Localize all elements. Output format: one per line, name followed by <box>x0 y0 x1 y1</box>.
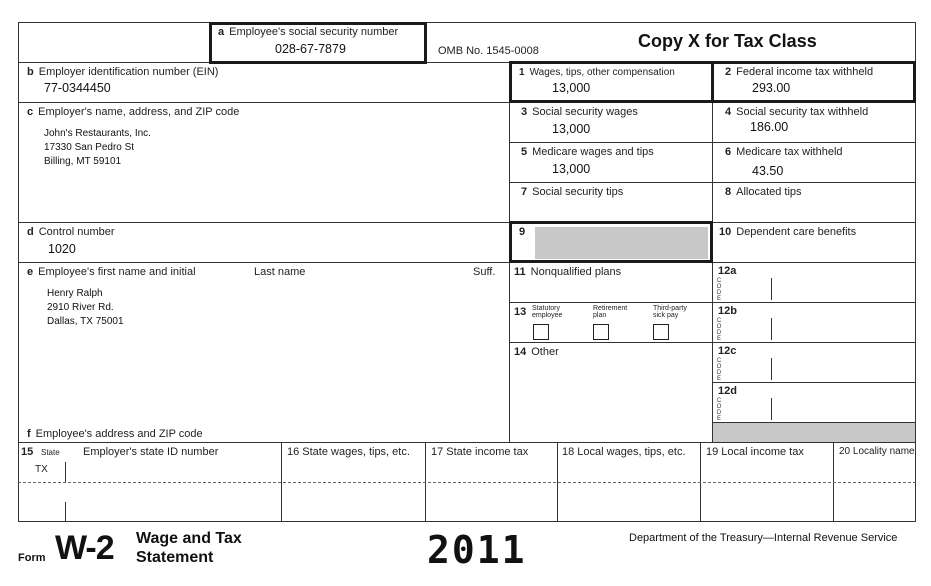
box8-label: 8 Allocated tips <box>725 186 802 198</box>
box12a-label: 12a <box>718 265 737 277</box>
form-title-line1: Wage and Tax <box>136 530 242 547</box>
employer-street: 17330 San Pedro St <box>44 142 135 153</box>
box14-label: 14 Other <box>514 346 559 358</box>
box12-shading <box>713 423 915 442</box>
box1-value: 13,000 <box>552 81 591 95</box>
box15-number: 15 <box>21 446 34 458</box>
employee-last-name-label: Last name <box>254 266 306 278</box>
tax-year: 2011 <box>427 528 527 572</box>
ssn-label: a Employee's social security number <box>218 26 399 38</box>
employer-name-label: c Employer's name, address, and ZIP code <box>27 106 240 118</box>
box16-label: 16 State wages, tips, etc. <box>287 446 410 458</box>
form-border-top <box>18 22 916 23</box>
box1-label: 1 Wages, tips, other compensation <box>519 67 675 78</box>
retirement-plan-checkbox[interactable] <box>593 324 609 340</box>
box6-label: 6 Medicare tax withheld <box>725 146 843 158</box>
employer-city: Billing, MT 59101 <box>44 156 122 167</box>
box11-label: 11 Nonqualified plans <box>514 266 622 278</box>
box2-value: 293.00 <box>752 81 791 95</box>
form-title-line2: Statement <box>136 549 214 566</box>
department-line: Department of the Treasury—Internal Revenue Service <box>629 532 898 544</box>
box13-label: 13 <box>514 306 527 318</box>
box3-label: 3 Social security wages <box>521 106 638 118</box>
box18-label: 18 Local wages, tips, etc. <box>562 446 686 458</box>
box12b-code-label: C O D E <box>716 318 722 342</box>
employee-address-label: f Employee's address and ZIP code <box>27 428 203 440</box>
box12c-code-label: C O D E <box>716 358 722 382</box>
box10-label: 10 Dependent care benefits <box>719 226 857 238</box>
box3-value: 13,000 <box>552 122 591 136</box>
box15-state-label: State <box>41 448 60 457</box>
form-word: Form <box>18 552 46 564</box>
ein-value: 77-0344450 <box>44 81 111 95</box>
employee-first-name-label: e Employee's first name and initial <box>27 266 196 278</box>
statutory-employee-checkbox[interactable] <box>533 324 549 340</box>
box12d-code-label: C O D E <box>716 398 722 422</box>
copy-designation: Copy X for Tax Class <box>638 31 817 51</box>
employee-street: 2910 River Rd. <box>47 302 114 313</box>
box6-value: 43.50 <box>752 164 784 178</box>
box5-label: 5 Medicare wages and tips <box>521 146 654 158</box>
form-border-left <box>18 22 19 522</box>
form-border-bottom <box>18 521 916 522</box>
third-party-sick-pay-label: Third-party sick pay <box>653 305 687 319</box>
box4-label: 4 Social security tax withheld <box>725 106 869 118</box>
omb-number: OMB No. 1545-0008 <box>438 45 539 57</box>
state-value: TX <box>35 464 48 475</box>
box5-value: 13,000 <box>552 162 591 176</box>
statutory-employee-label: Statutory employee <box>532 305 563 319</box>
employee-name: Henry Ralph <box>47 288 103 299</box>
employee-city: Dallas, TX 75001 <box>47 316 124 327</box>
box12a-code-label: C O D E <box>716 278 722 302</box>
ssn-value: 028-67-7879 <box>275 42 346 56</box>
box15-id-label: Employer's state ID number <box>83 446 219 458</box>
control-label: d Control number <box>27 226 115 238</box>
box9-label: 9 <box>519 226 526 238</box>
box19-label: 19 Local income tax <box>706 446 804 458</box>
employee-suffix-label: Suff. <box>473 266 496 278</box>
box7-label: 7 Social security tips <box>521 186 624 198</box>
box20-label: 20 Locality name <box>839 446 915 457</box>
box12b-label: 12b <box>718 305 737 317</box>
box12c-label: 12c <box>718 345 737 357</box>
form-code: W-2 <box>55 529 114 567</box>
control-value: 1020 <box>48 242 76 256</box>
retirement-plan-label: Retirement plan <box>593 305 628 319</box>
box2-label: 2 Federal income tax withheld <box>725 66 874 78</box>
box12d-label: 12d <box>718 385 737 397</box>
box17-label: 17 State income tax <box>431 446 529 458</box>
third-party-sick-pay-checkbox[interactable] <box>653 324 669 340</box>
box4-value: 186.00 <box>750 120 789 134</box>
ein-label: b Employer identification number (EIN) <box>27 66 219 78</box>
box9-shading <box>535 227 708 259</box>
employer-name: John's Restaurants, Inc. <box>44 128 151 139</box>
